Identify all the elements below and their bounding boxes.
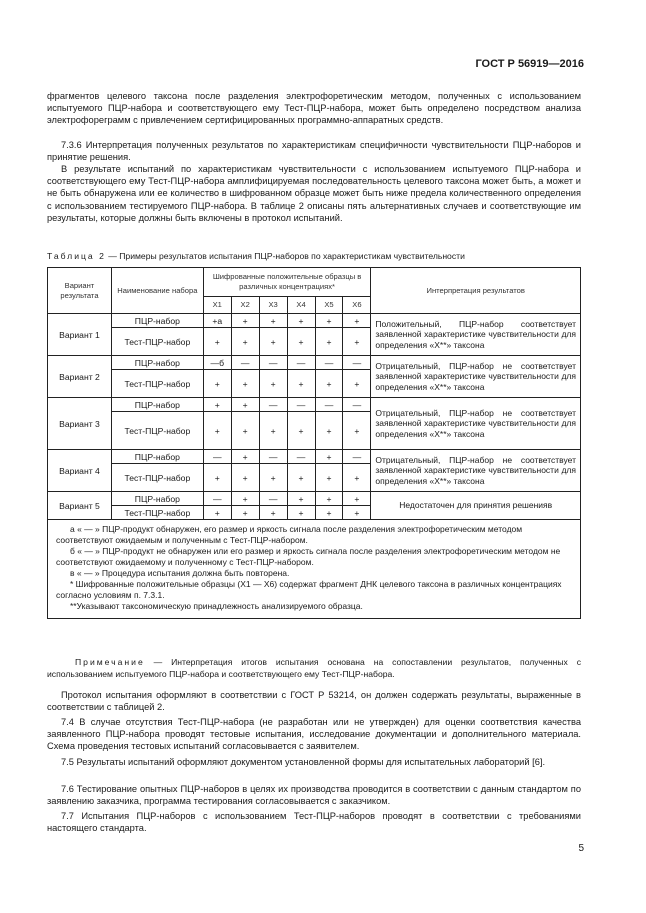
header-coded-samples: Шифрованные положительные образцы в различных концентрациях*: [203, 268, 371, 297]
kit-name: Тест-ПЦР-набор: [111, 328, 203, 356]
results-table: [47, 267, 581, 619]
kit-name: Тест-ПЦР-набор: [111, 370, 203, 398]
variant-label: Вариант 1: [48, 314, 112, 356]
result-cell: +: [287, 506, 315, 520]
result-cell: +: [315, 370, 343, 398]
result-cell: +: [203, 398, 231, 412]
result-cell: +: [343, 464, 371, 492]
result-cell: +: [259, 412, 287, 450]
result-cell: +а: [203, 314, 231, 328]
variant-label: Вариант 3: [48, 398, 112, 450]
header-x3: X3: [259, 297, 287, 314]
intro-paragraph: фрагментов целевого таксона после разделения электрофоретическим методом, полученных с использованием испытуемого ПЦР-набора и соответствующего ему Тест-ПЦР-набора, может быть определено посредством анализа электрофореграмм с привлечением сертифицированных программно-аппаратных средств.: [47, 91, 581, 126]
result-cell: +: [287, 370, 315, 398]
interpretation-cell: Отрицательный, ПЦР-набор не соответствует заявленной характеристике чувствительности для определения «X**» таксона: [371, 356, 581, 398]
variant-label: Вариант 5: [48, 492, 112, 520]
footnote-a: а « — » ПЦР-продукт обнаружен, его размер и яркость сигнала после разделения электрофоретическим методом соответствуют ожидаемым и полученным с Тест-ПЦР-набором.: [56, 524, 523, 545]
table-caption-prefix: Таблица 2: [47, 251, 106, 261]
header-interpretation: Интерпретация результатов: [371, 268, 581, 314]
result-cell: +: [231, 314, 259, 328]
variant-label: Вариант 4: [48, 450, 112, 492]
kit-name: ПЦР-набор: [111, 398, 203, 412]
result-cell: +: [231, 450, 259, 464]
footnote-double-star: **Указывают таксономическую принадлежность анализируемого образца.: [70, 601, 363, 611]
result-cell: +: [231, 328, 259, 356]
result-cell: +: [259, 370, 287, 398]
table-note: [47, 657, 581, 680]
result-cell: +: [343, 412, 371, 450]
result-cell: —: [343, 398, 371, 412]
result-cell: +: [231, 398, 259, 412]
result-cell: +: [315, 450, 343, 464]
result-cell: —: [287, 356, 315, 370]
section-7-4: 7.4 В случае отсутствия Тест-ПЦР-набора (не разработан или не утвержден) для оценки соответствия качества заявленного ПЦР-набора проводят тестовые испытания, исследование документации и дополнительного материала. Схема проведения тестовых испытаний согласовывается с заявителем.: [47, 717, 581, 752]
section-7-5: 7.5 Результаты испытаний оформляют документом установленной формы для испытательных лабораторий [6].: [61, 757, 546, 767]
sensitivity-paragraph: В результате испытаний по характеристикам чувствительности с использованием испытуемого ПЦР-набора и соответствующего ему Тест-ПЦР-набора амплифицируемая последовательность целевого таксона может быть, а может и не быть обнаружена или ее количество в шифрованном образце может быть ниже предела количественного определения с использованием тестируемого ПЦР-набора. В таблице 2 описаны пять альтернативных случаев и соответствующие им результаты, которые должны быть включены в протокол испытаний.: [47, 164, 581, 223]
result-cell: +: [231, 370, 259, 398]
interpretation-cell: Положительный, ПЦР-набор соответствует заявленной характеристике чувствительности для определения «X**» таксона: [371, 314, 581, 356]
section-7-7: 7.7 Испытания ПЦР-наборов с использованием Тест-ПЦР-наборов проводят в соответствии с требованиями настоящего стандарта.: [47, 811, 581, 834]
result-cell: +: [287, 314, 315, 328]
result-cell: +: [203, 370, 231, 398]
result-cell: +: [231, 506, 259, 520]
result-cell: +: [315, 506, 343, 520]
result-cell: +: [343, 506, 371, 520]
header-x4: X4: [287, 297, 315, 314]
header-x6: X6: [343, 297, 371, 314]
interpretation-cell: Отрицательный, ПЦР-набор не соответствует заявленной характеристике чувствительности для определения «X**» таксона: [371, 398, 581, 450]
result-cell: +: [259, 464, 287, 492]
result-cell: —: [315, 356, 343, 370]
result-cell: —: [203, 450, 231, 464]
result-cell: —: [259, 492, 287, 506]
footnote-star: * Шифрованные положительные образцы (X1 — X6) содержат фрагмент ДНК целевого таксона в различных концентрациях согласно условиям п. 7.3.1.: [56, 579, 562, 600]
result-cell: +: [343, 492, 371, 506]
header-variant: Вариант результата: [48, 268, 112, 314]
result-cell: +: [343, 370, 371, 398]
note-text: — Интерпретация итогов испытания основана на сопоставлении результатов, полученных с использованием испытуемого ПЦР-набора и соответствующего ему Тест-ПЦР-набора.: [47, 657, 581, 679]
page-number: 5: [578, 843, 584, 854]
result-cell: +: [203, 464, 231, 492]
result-cell: +: [287, 464, 315, 492]
variant-label: Вариант 2: [48, 356, 112, 398]
result-cell: +: [287, 328, 315, 356]
footnote-c: в « — » Процедура испытания должна быть повторена.: [70, 568, 290, 578]
header-kit-name: Наименование набора: [111, 268, 203, 314]
table-caption: [47, 251, 581, 261]
document-header: ГОСТ Р 56919—2016: [475, 58, 584, 70]
result-cell: +: [315, 412, 343, 450]
result-cell: +: [203, 412, 231, 450]
note-prefix: Примечание: [75, 657, 145, 667]
result-cell: +: [287, 412, 315, 450]
result-cell: +: [287, 492, 315, 506]
section-7-6: 7.6 Тестирование опытных ПЦР-наборов в целях их производства проводится в соответствии с данным стандартом по заявлению заказчика, программа тестирования согласовывается с заказчиком.: [47, 784, 581, 807]
result-cell: —: [343, 356, 371, 370]
header-x2: X2: [231, 297, 259, 314]
section-7-3-6: 7.3.6 Интерпретация полученных результатов по характеристикам специфичности чувствительности ПЦР-наборов и принятие решения.: [47, 140, 581, 163]
header-x1: X1: [203, 297, 231, 314]
interpretation-cell: Недостаточен для принятия решенияв: [371, 492, 581, 520]
kit-name: Тест-ПЦР-набор: [111, 412, 203, 450]
result-cell: +: [315, 492, 343, 506]
table-caption-text: — Примеры результатов испытания ПЦР-наборов по характеристикам чувствительности: [105, 251, 465, 261]
table-footnotes: [48, 520, 581, 619]
result-cell: +: [315, 328, 343, 356]
result-cell: +: [231, 492, 259, 506]
kit-name: ПЦР-набор: [111, 450, 203, 464]
result-cell: +: [203, 328, 231, 356]
protocol-paragraph: Протокол испытания оформляют в соответствии с ГОСТ Р 53214, он должен содержать результаты, выраженные в соответствии с таблицей 2.: [47, 690, 581, 713]
result-cell: —: [259, 356, 287, 370]
result-cell: +: [259, 506, 287, 520]
kit-name: ПЦР-набор: [111, 492, 203, 506]
result-cell: +: [259, 314, 287, 328]
interpretation-cell: Отрицательный, ПЦР-набор не соответствует заявленной характеристике чувствительности для определения «X**» таксона: [371, 450, 581, 492]
result-cell: +: [259, 328, 287, 356]
result-cell: —: [231, 356, 259, 370]
result-cell: —: [343, 450, 371, 464]
kit-name: Тест-ПЦР-набор: [111, 464, 203, 492]
kit-name: ПЦР-набор: [111, 314, 203, 328]
footnote-b: б « — » ПЦР-продукт не обнаружен или его размер и яркость сигнала после разделения электрофоретическим методом не соответствуют ожидаемому и полученному с Тест-ПЦР-набором.: [56, 546, 561, 567]
result-cell: +: [315, 464, 343, 492]
result-cell: +: [231, 464, 259, 492]
result-cell: +: [231, 412, 259, 450]
result-cell: +: [315, 314, 343, 328]
result-cell: —: [287, 398, 315, 412]
result-cell: +: [343, 328, 371, 356]
result-cell: +: [203, 506, 231, 520]
result-cell: —: [203, 492, 231, 506]
result-cell: —: [315, 398, 343, 412]
result-cell: —б: [203, 356, 231, 370]
kit-name: Тест-ПЦР-набор: [111, 506, 203, 520]
result-cell: —: [259, 398, 287, 412]
header-x5: X5: [315, 297, 343, 314]
result-cell: —: [259, 450, 287, 464]
result-cell: —: [287, 450, 315, 464]
kit-name: ПЦР-набор: [111, 356, 203, 370]
result-cell: +: [343, 314, 371, 328]
